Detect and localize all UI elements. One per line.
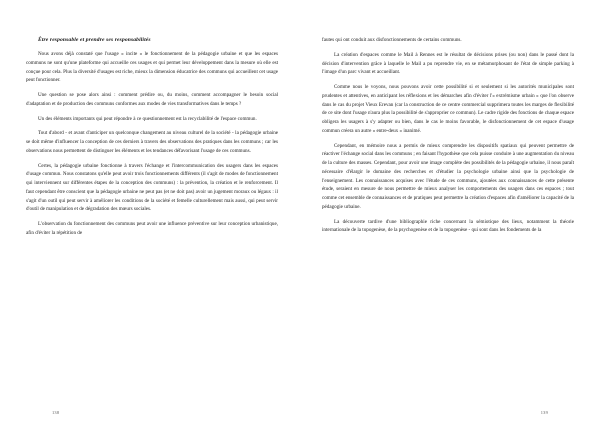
paragraph: La découverte tardive d'une bibliographie riche concernant la sémiotique des lieux, notamment la théorie internationale de la topogenèse, de la psychogenèse et de la topogenèse - qui sont dans les fondements de la (322, 218, 574, 234)
paragraph: fautes qui ont conduit aux disfonctionnements de certains communs. (322, 37, 462, 43)
paragraph: Cependant, en mémoire nous a permis de mieux comprendre les dispositifs spatiaux qui peuvent permettre de réactiver l'échange social dans les communs ; en faisant l'hypothèse que cela puisse conduire à une augmentation du niveau de la culture des masses. Cependant, pour avoir une image complète des possibilités de la pédagogie urbaine, il nous paraît nécessaire d'élargir le domaine des recherches et d'étudier la psychologie urbaine ainsi que la psychologie de l'enseignement. Les connaissances acquises avec l'étude de ces communs, ajoutées aux connaissances de cette présente étude, seraient en mesure de nous permettre de mieux analyser les comportements des usagers dans ces espaces ; tout comme cet ensemble de connaissances et de pratiques peut permettre la création d'espaces afin d'améliorer la capacité de la pédagogie urbaine. (322, 142, 574, 210)
page-number-left: 138 (52, 410, 60, 415)
paragraph: Comme nous le voyons, nous pouvons avoir cette possibilité si et seulement si les autorités municipales sont prudentes et attentives, en anticipant les réflexions et les démarches afin d'éviter l'« extrémisme urbain » que l'on observe dans le cas du projet Vieux Erevan (car la construction de ce centre commercial supprimera toutes les marges de flexibilité de ce site dont l'usage n'aura plus la possibilité de s'approprier ce commun). Le cadre rigide des fonctions de chaque espace obligera les usagers à s'y adapter ou bien, dans le cas le moins favorable, le disfonctionnement de cet espace d'usage commun créera un autre « entre-deux » inanimé. (322, 84, 574, 134)
paragraph: Tout d'abord - et avant d'anticiper un quelconque changement au niveau culturel de la société - la pédagogie urbaine se doit même d'influencer la conception de ces derniers à travers des observations des pratiques dans les communs ; car les observations nous permettent de distinguer les éléments et les tendances défavorisant l'usage de ces communs. (26, 130, 278, 154)
paragraph: Certes, la pédagogie urbaine fonctionne à travers l'échange et l'intercommunication des usagers dans les espaces d'usage commun. Nous constatons qu'elle peut avoir trois fonctionnements différents (il s'agit de modes de fonctionnement qui interviennent sur différentes étapes de la conception des communs) : la prévention, la création et le renforcement. Il faut cependant être conscient que la pédagogie urbaine ne peut pas (et ne doit pas) avoir un jugement moraux ou légaux : il s'agit d'un outil qui peut servir à améliorer les conditions de la société et femelle culturellement mais aussi, qui peut servir d'outil de manipulation et de dégradation des mœurs sociales. (26, 162, 278, 213)
paragraph: Nous avons déjà constaté que l'usage « incite » le fonctionnement de la pédagogie urbaine et que les espaces communs ne sont qu'une plateforme qui accueille ces usages et qui permet leur développement dans la mesure où elle est conçue pour cela. Plus la diversité d'usages est riche, mieux la dimension éducatrice des communs qui accueillent cet usage peut fonctionner. (26, 51, 278, 84)
paragraph: Une question se pose alors ainsi : comment prédire ou, du moins, comment accompagner le besoin social d'adaptation et de production des communs conformes aux modes de vies transformatives dans le temps ? (26, 92, 278, 107)
page-number-right: 139 (540, 410, 548, 415)
paragraph: Un des éléments importants qui peut répondre à ce questionnement est la recyclabilité de l'espace commun. (38, 115, 257, 122)
right-page (300, 36, 574, 425)
section-heading: Être responsable et prendre ses responsabilités (38, 37, 151, 43)
paragraph: L'observation du fonctionnement des communs peut avoir une influence préventive sur leur conception urbanistique, afin d'éviter la répétition de (26, 221, 278, 236)
paragraph: La création d'espaces comme le Mail à Rennes est le résultat de décisions prises (ou non) dans le passé dont la décision d'intervention grâce à laquelle le Mail a pu reprendre vie, en se métamorphosant de l'état de simple parking à l'image d'un parc vivant et accueillant. (322, 51, 574, 76)
left-page (26, 36, 300, 425)
